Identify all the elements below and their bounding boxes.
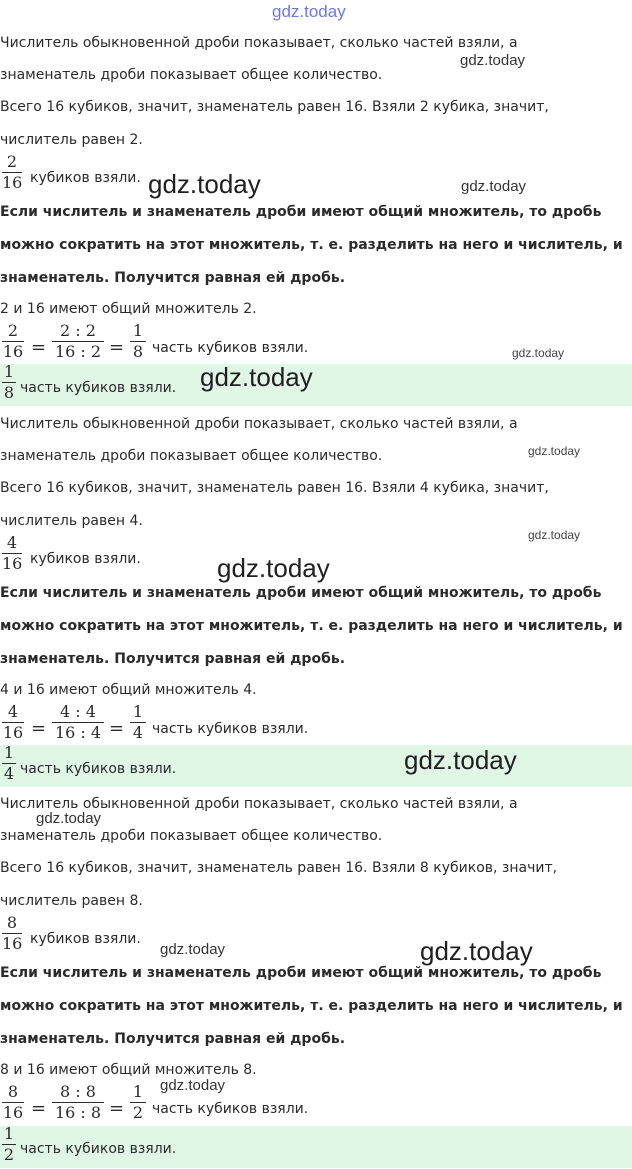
rule-line-1: Если числитель и знаменатель дроби имеют общий множитель, то дробь: [0, 204, 602, 220]
equation-fraction-b: 2 : 2 16 : 2: [52, 322, 104, 361]
answer-caption: часть кубиков взяли.: [20, 380, 177, 396]
equals-sign: =: [109, 1098, 125, 1119]
total-line-2: числитель равен 2.: [0, 132, 143, 148]
rule-line-2: можно сократить на этот множитель, т. е. разделить на него и числитель, и: [0, 998, 623, 1014]
equation-fraction-b: 8 : 8 16 : 8: [52, 1083, 104, 1122]
rule-line-2: можно сократить на этот множитель, т. е. разделить на него и числитель, и: [0, 237, 623, 253]
watermark: gdz.today: [420, 936, 533, 966]
equation-fraction-a: 8 16: [2, 1082, 24, 1122]
watermark: gdz.today: [148, 169, 261, 199]
total-line-2: числитель равен 4.: [0, 513, 143, 529]
watermark: gdz.today: [200, 362, 313, 392]
answer-fraction: 1 8: [3, 362, 15, 402]
equation-fraction-c: 1 4: [130, 703, 146, 742]
rule-line-3: знаменатель. Получится равная ей дробь.: [0, 1031, 346, 1047]
rule-line-3: знаменатель. Получится равная ей дробь.: [0, 270, 346, 286]
fraction-caption: кубиков взяли.: [30, 170, 141, 186]
equals-sign: =: [31, 1098, 47, 1119]
fraction-taken: 8 16: [2, 913, 23, 953]
watermark: gdz.today: [512, 346, 565, 360]
equals-sign: =: [31, 718, 47, 739]
common-factor-line: 4 и 16 имеют общий множитель 4.: [0, 682, 257, 698]
intro-line-2: знаменатель дроби показывает общее количество.: [0, 67, 383, 83]
watermark: gdz.today: [528, 444, 581, 458]
intro-line-1: Числитель обыкновенной дроби показывает, сколько частей взяли, а: [0, 796, 518, 812]
common-factor-line: 8 и 16 имеют общий множитель 8.: [0, 1062, 257, 1078]
answer-fraction: 1 2: [3, 1124, 15, 1164]
fraction-caption: кубиков взяли.: [30, 931, 141, 947]
total-line-1: Всего 16 кубиков, значит, знаменатель равен 16. Взяли 4 кубика, значит,: [0, 480, 549, 496]
fraction-taken: 4 16: [2, 533, 23, 573]
intro-line-2: знаменатель дроби показывает общее количество.: [0, 828, 383, 844]
fraction-numerator: 2: [6, 152, 18, 171]
watermark: gdz.today: [217, 553, 330, 583]
rule-line-1: Если числитель и знаменатель дроби имеют общий множитель, то дробь: [0, 585, 602, 601]
rule-line-1: Если числитель и знаменатель дроби имеют общий множитель, то дробь: [0, 965, 602, 981]
equals-sign: =: [109, 718, 125, 739]
equals-sign: =: [109, 337, 125, 358]
total-line-1: Всего 16 кубиков, значит, знаменатель равен 16. Взяли 2 кубика, значит,: [0, 99, 549, 115]
watermark: gdz.today: [160, 941, 226, 958]
common-factor-line: 2 и 16 имеют общий множитель 2.: [0, 301, 257, 317]
watermark: gdz.today: [460, 52, 526, 69]
answer-fraction: 1 4: [3, 743, 15, 783]
rule-line-2: можно сократить на этот множитель, т. е. разделить на него и числитель, и: [0, 618, 623, 634]
intro-line-1: Числитель обыкновенной дроби показывает, сколько частей взяли, а: [0, 35, 518, 51]
site-logo[interactable]: gdz.today: [272, 2, 346, 21]
rule-line-3: знаменатель. Получится равная ей дробь.: [0, 651, 346, 667]
equation-fraction-b: 4 : 4 16 : 4: [52, 703, 104, 742]
equation-caption: часть кубиков взяли.: [152, 721, 309, 737]
equals-sign: =: [31, 337, 47, 358]
watermark: gdz.today: [36, 810, 102, 827]
fraction-denominator: 16: [2, 173, 23, 192]
equation-fraction-c: 1 8: [130, 322, 146, 361]
watermark: gdz.today: [461, 178, 527, 195]
equation-caption: часть кубиков взяли.: [152, 1101, 309, 1117]
answer-caption: часть кубиков взяли.: [20, 1141, 177, 1157]
equation-fraction-a: 2 16: [2, 321, 24, 361]
fraction-caption: кубиков взяли.: [30, 551, 141, 567]
fraction-taken: [2, 153, 22, 192]
intro-line-2: знаменатель дроби показывает общее количество.: [0, 448, 383, 464]
watermark: gdz.today: [404, 745, 517, 775]
answer-caption: часть кубиков взяли.: [20, 761, 177, 777]
total-line-2: числитель равен 8.: [0, 893, 143, 909]
equation-fraction-a: 4 16: [2, 702, 24, 742]
total-line-1: Всего 16 кубиков, значит, знаменатель равен 16. Взяли 8 кубиков, значит,: [0, 860, 558, 876]
equation-caption: часть кубиков взяли.: [152, 340, 309, 356]
watermark: gdz.today: [160, 1077, 226, 1094]
watermark: gdz.today: [528, 528, 581, 542]
equation-fraction-c: 1 2: [130, 1083, 146, 1122]
intro-line-1: Числитель обыкновенной дроби показывает, сколько частей взяли, а: [0, 416, 518, 432]
